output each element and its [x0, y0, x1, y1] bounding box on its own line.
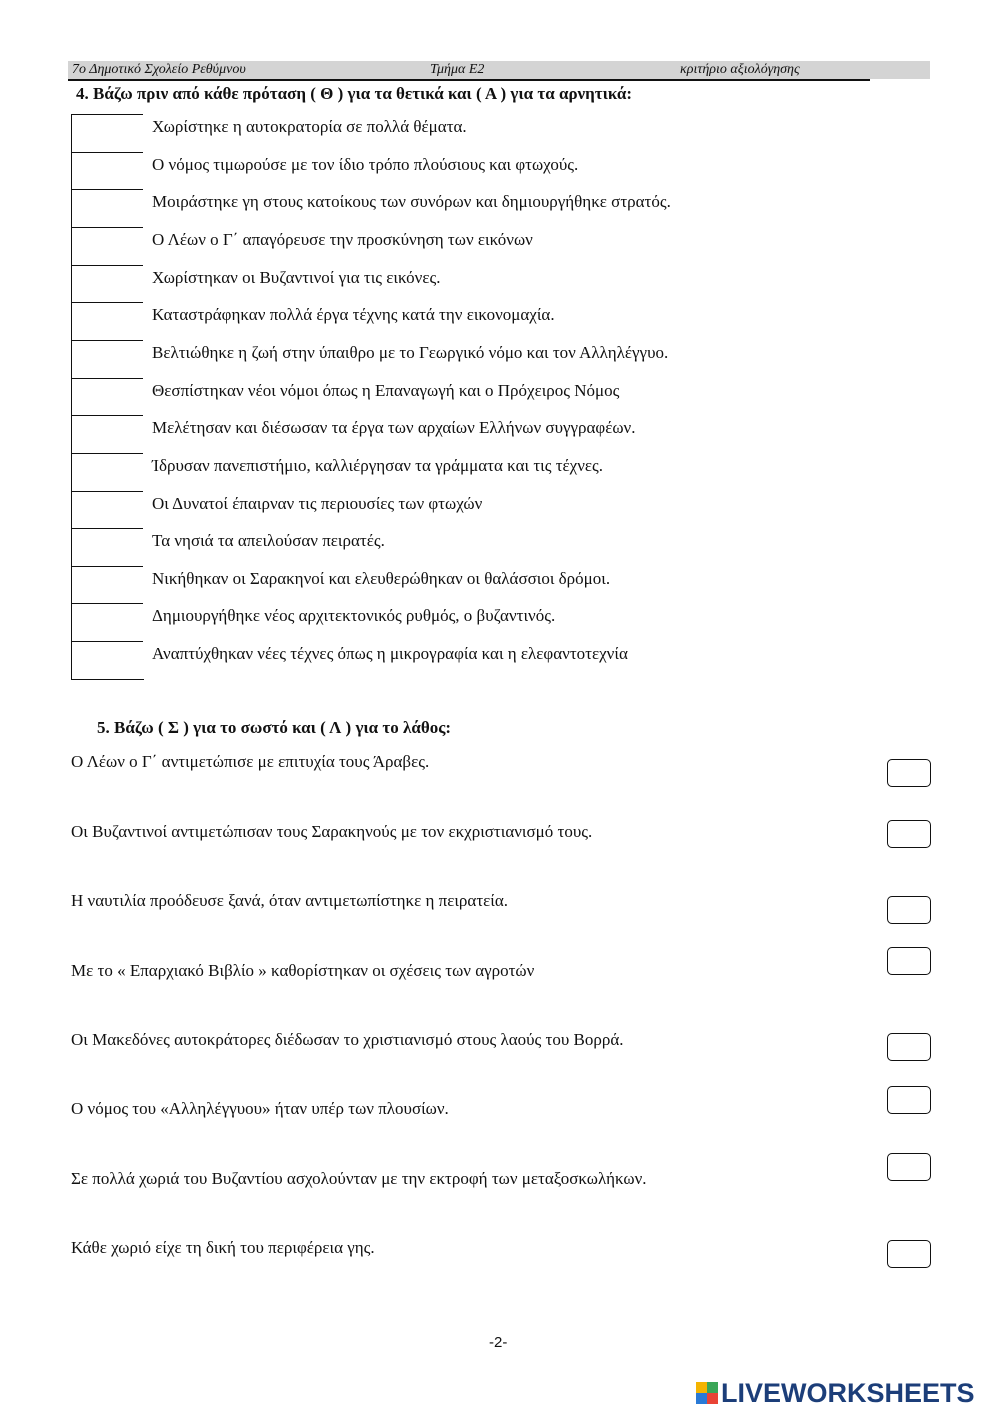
statement-item: Νικήθηκαν οι Σαρακηνοί και ελευθερώθηκαν οι θαλάσσιοι δρόμοι.	[152, 568, 611, 588]
statement-item: Χωρίστηκε η αυτοκρατορία σε πολλά θέματα.	[152, 117, 467, 136]
answer-box[interactable]	[887, 896, 931, 924]
answer-slot[interactable]	[71, 378, 143, 417]
statement-item: Ο νόμος τιμωρούσε με τον ίδιο τρόπο πλούσιους και φτωχούς.	[152, 154, 579, 174]
answer-slot[interactable]	[71, 114, 143, 153]
true-false-statement: Κάθε χωριό είχε τη δική του περιφέρεια γης.	[71, 1238, 375, 1257]
statement-item: Μελέτησαν και διέσωσαν τα έργα των αρχαίων Ελλήνων συγγραφέων.	[152, 418, 636, 438]
answer-slot[interactable]	[71, 227, 143, 266]
answer-slot[interactable]	[71, 152, 143, 191]
true-false-statement: Σε πολλά χωριά του Βυζαντίου ασχολούνταν με την εκτροφή των μεταξοσκωλήκων.	[71, 1169, 647, 1188]
true-false-statement: Οι Μακεδόνες αυτοκράτορες διέδωσαν το χριστιανισμό στους λαούς του Βορρά.	[71, 1030, 624, 1049]
statement-item: Μοιράστηκε γη στους κατοίκους των συνόρων και δημιουργήθηκε στρατός.	[152, 192, 671, 212]
statement-item: Αναπτύχθηκαν νέες τέχνες όπως η μικρογραφία και η ελεφαντοτεχνία	[152, 644, 628, 664]
brand-logo	[696, 1378, 975, 1408]
statement-item: Βελτιώθηκε η ζωή στην ύπαιθρο με το Γεωργικό νόμο και τον Αλληλέγγυο.	[152, 342, 669, 362]
statement-item: Ο Λέων ο Γ΄ απαγόρευσε την προσκύνηση των εικόνων	[152, 229, 533, 249]
answer-slot[interactable]	[71, 265, 143, 304]
statement-item: Τα νησιά τα απειλούσαν πειρατές.	[152, 531, 385, 551]
answer-box[interactable]	[887, 820, 931, 848]
header-school: 7ο Δημοτικό Σχολείο Ρεθύμνου	[72, 62, 246, 77]
answer-slot[interactable]	[71, 491, 143, 530]
true-false-statement: Με το « Επαρχιακό Βιβλίο » καθορίστηκαν οι σχέσεις των αγροτών	[71, 961, 535, 980]
answer-box[interactable]	[887, 1153, 931, 1181]
true-false-statement: Ο Λέων ο Γ΄ αντιμετώπισε με επιτυχία τους Άραβες.	[71, 752, 430, 771]
answer-box[interactable]	[887, 947, 931, 975]
answer-slot[interactable]	[71, 415, 143, 454]
answer-box[interactable]	[887, 1086, 931, 1114]
question-4-title: 4. Βάζω πριν από κάθε πρόταση ( Θ ) για τα θετικά και ( Α ) για τα αρνητικά:	[76, 84, 632, 103]
answer-slot[interactable]	[71, 189, 143, 228]
answer-box[interactable]	[887, 1240, 931, 1268]
brand-mark-icon	[696, 1382, 718, 1404]
header-divider	[68, 79, 870, 81]
answer-slot[interactable]	[71, 603, 143, 642]
statement-item: Δημιουργήθηκε νέος αρχιτεκτονικός ρυθμός, ο βυζαντινός.	[152, 606, 556, 626]
answer-slot[interactable]	[71, 302, 143, 341]
header-class: Τμήμα Ε2	[430, 62, 485, 77]
statement-item: Ίδρυσαν πανεπιστήμιο, καλλιέργησαν τα γράμματα και τις τέχνες.	[152, 455, 604, 475]
brand-name: LIVEWORKSHEETS	[721, 1378, 975, 1408]
true-false-statement: Η ναυτιλία προόδευσε ξανά, όταν αντιμετωπίστηκε η πειρατεία.	[71, 891, 509, 910]
answer-box[interactable]	[887, 759, 931, 787]
statement-item: Οι Δυνατοί έπαιρναν τις περιουσίες των φτωχών	[152, 493, 483, 513]
answer-slot[interactable]	[71, 528, 143, 567]
answer-slot[interactable]	[71, 340, 143, 379]
page-number: -2-	[489, 1334, 508, 1351]
statement-item: Θεσπίστηκαν νέοι νόμοι όπως η Επαναγωγή και ο Πρόχειρος Νόμος	[152, 380, 620, 400]
statement-item: Χωρίστηκαν οι Βυζαντινοί για τις εικόνες.	[152, 267, 441, 287]
answer-slot[interactable]	[71, 566, 143, 605]
question-5-title: 5. Βάζω ( Σ ) για το σωστό και ( Λ ) για το λάθος:	[97, 718, 452, 737]
answer-box[interactable]	[887, 1033, 931, 1061]
true-false-statement: Οι Βυζαντινοί αντιμετώπισαν τους Σαρακηνούς με τον εκχριστιανισμό τους.	[71, 822, 593, 841]
answer-slot[interactable]	[71, 453, 143, 492]
answer-slot[interactable]	[71, 641, 143, 680]
header-criterion: κριτήριο αξιολόγησης	[680, 62, 800, 77]
statement-item: Καταστράφηκαν πολλά έργα τέχνης κατά την εικονομαχία.	[152, 305, 555, 325]
true-false-statement: Ο νόμος του «Αλληλέγγυου» ήταν υπέρ των πλουσίων.	[71, 1099, 449, 1118]
